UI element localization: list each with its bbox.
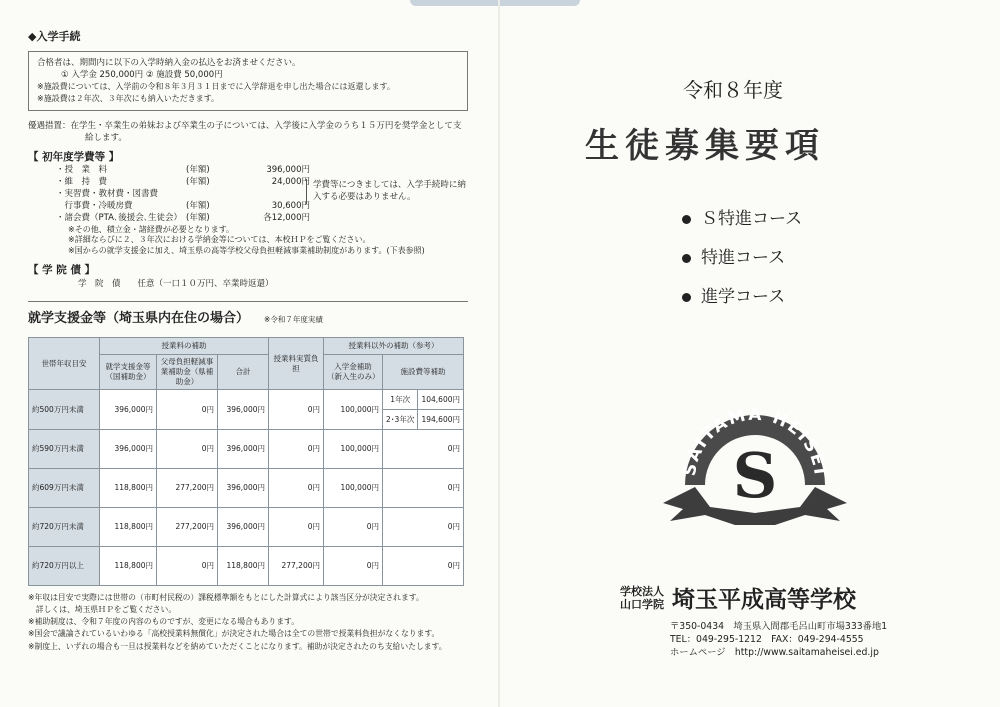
preference-line: 給します。	[85, 132, 127, 143]
table-row	[29, 430, 464, 469]
national-cell: 118,800円	[100, 469, 157, 508]
fee-amount: 各12,000円	[263, 212, 310, 223]
contact-info	[670, 620, 887, 659]
course-item	[682, 200, 802, 239]
facility-cell: 104,600円	[418, 390, 464, 410]
fee-name: ・授 業 料	[56, 164, 108, 175]
entrance-cell: 100,000円	[324, 390, 383, 430]
fee-row	[28, 165, 468, 177]
fee-name: ・諸会費（PTA､後援会､生徒会）	[56, 212, 182, 223]
left-page	[28, 30, 468, 653]
national-cell: 118,800円	[100, 547, 157, 586]
facility-cell: 194,600円	[418, 410, 464, 430]
actual-cell: 0円	[269, 390, 324, 430]
enrollment-note: ※施設費は２年次、３年次にも納入いただきます。	[37, 94, 220, 104]
bullet-icon	[682, 215, 691, 224]
course-label: 特進コース	[701, 248, 786, 268]
preference-note	[28, 121, 468, 145]
fee-period: (年額)	[186, 176, 210, 187]
enrollment-heading: ◆入学手続	[28, 30, 81, 43]
bullet-icon	[682, 293, 691, 302]
pref-cell: 277,200円	[157, 508, 218, 547]
enrollment-notice: 合格者は、期間内に以下の入学時納入金の払込をお済ませください。	[37, 57, 301, 68]
corporation-name	[614, 585, 664, 611]
header-facility: 施設費等補助	[383, 355, 464, 390]
preference-line: 優遇措置：在学生・卒業生の弟妹および卒業生の子については、入学後に入学金のうち１５万円を奨学金として支	[28, 120, 462, 131]
fee-row	[28, 213, 468, 225]
fee-period: (年額)	[186, 212, 210, 223]
first-year-heading: 【 初年度学費等 】	[28, 151, 120, 164]
top-decoration	[410, 0, 580, 6]
cover-title: 生徒募集要項	[585, 126, 825, 166]
actual-cell: 0円	[269, 508, 324, 547]
fee-period: (年額)	[186, 164, 210, 175]
total-cell: 396,000円	[218, 430, 269, 469]
header-actual: 授業料実質負担	[269, 338, 324, 390]
fee-note: ※国からの就学支援金に加え、埼玉県の高等学校父母負担軽減事業補助制度があります。(下表参照)	[68, 246, 425, 256]
facility-cell: 0円	[383, 469, 464, 508]
bond-heading: 【 学 院 債 】	[28, 264, 96, 276]
entrance-cell: 0円	[324, 547, 383, 586]
entrance-cell: 100,000円	[324, 430, 383, 469]
total-cell: 396,000円	[218, 390, 269, 430]
fee-side-note: 学費等につきましては、入学手続時に納入する必要はありません。	[306, 179, 473, 205]
income-cell: 約720万円未満	[29, 508, 100, 547]
total-cell: 118,800円	[218, 547, 269, 586]
actual-cell: 0円	[269, 469, 324, 508]
table-row	[29, 469, 464, 508]
enrollment-fee-box	[28, 51, 468, 111]
first-year-fees	[28, 165, 468, 225]
course-label: Ｓ特進コース	[701, 209, 803, 229]
pref-cell: 0円	[157, 547, 218, 586]
svg-text:SAITAMA HEISEI: SAITAMA HEISEI	[679, 404, 830, 478]
table-row	[29, 508, 464, 547]
support-subtitle: ※令和７年度実績	[264, 314, 323, 324]
facility-cell: 0円	[383, 547, 464, 586]
actual-cell: 277,200円	[269, 547, 324, 586]
header-other-aid: 授業料以外の補助（参考）	[324, 338, 464, 355]
corp-line: 山口学院	[620, 598, 664, 611]
year-cell: 1年次	[383, 390, 418, 410]
income-cell: 約609万円未満	[29, 469, 100, 508]
fee-amount: 24,000円	[271, 176, 310, 187]
support-table	[28, 337, 464, 586]
course-list	[682, 200, 802, 317]
fee-amount: 30,600円	[271, 200, 310, 211]
fee-name: ・実習費・教材費・図書費	[56, 188, 159, 199]
address: 〒350-0434 埼玉県入間郡毛呂山町市場333番地1	[670, 621, 888, 632]
header-prefectural: 父母負担軽減事業補助金（県補助金）	[157, 355, 218, 390]
corp-line: 学校法人	[620, 585, 664, 598]
header-entrance: 入学金補助（新入生のみ）	[324, 355, 383, 390]
pref-cell: 0円	[157, 430, 218, 469]
bond-text: 学 院 債 任意（一口１０万円、卒業時返還）	[78, 279, 274, 290]
fee-name: 行事費・冷暖房費	[56, 200, 133, 211]
pref-cell: 0円	[157, 390, 218, 430]
phone-fax: TEL：049-295-1212 FAX：049-294-4555	[670, 634, 864, 645]
fee-note: ※その他、積立金・諸経費が必要となります。	[68, 224, 235, 234]
support-footnotes	[28, 592, 468, 652]
footnote: ※国会で議論されているいわゆる「高校授業料無償化」が決定された場合は全ての世帯で授業料負担がなくなります。	[28, 629, 440, 639]
header-total: 合計	[218, 355, 269, 390]
course-label: 進学コース	[701, 287, 786, 307]
website-link[interactable]: ホームページ http://www.saitamaheisei.ed.jp	[670, 647, 879, 658]
table-row	[29, 547, 464, 586]
national-cell: 396,000円	[100, 430, 157, 469]
cover-year: 令和８年度	[683, 78, 783, 102]
fee-name: ・維 持 費	[56, 176, 108, 187]
pref-cell: 277,200円	[157, 469, 218, 508]
national-cell: 118,800円	[100, 508, 157, 547]
fee-period: (年額)	[186, 200, 210, 211]
fee-amount: 396,000円	[266, 164, 310, 175]
fee-note: ※詳細ならびに２、３年次における学納金等については、本校ＨＰをご覧ください。	[68, 235, 371, 245]
divider	[28, 301, 468, 302]
table-row	[29, 390, 464, 410]
income-cell: 約590万円未満	[29, 430, 100, 469]
header-tuition-aid: 授業料の補助	[100, 338, 269, 355]
footnote: ※補助制度は、令和７年度の内容のものですが、変更になる場合もあります。	[28, 617, 299, 627]
page-fold	[498, 0, 500, 707]
total-cell: 396,000円	[218, 508, 269, 547]
support-title: 就学支援金等（埼玉県内在住の場合）	[28, 310, 250, 326]
course-item	[682, 278, 802, 317]
year-cell: 2･3年次	[383, 410, 418, 430]
actual-cell: 0円	[269, 430, 324, 469]
entrance-cell: 0円	[324, 508, 383, 547]
footnote: ※年収は目安で実際には世帯の（市町村民税の）課税標準額をもとにした計算式により該当区分が決定されます。	[28, 593, 424, 603]
header-national: 就学支援金等（国補助金）	[100, 355, 157, 390]
enrollment-amounts: ① 入学金 250,000円 ② 施設費 50,000円	[61, 70, 223, 81]
course-item	[682, 239, 802, 278]
footnote: 詳しくは、埼玉県ＨＰをご覧ください。	[28, 605, 177, 615]
footnote: ※制度上、いずれの場合も一旦は授業料などを納めていただくことになります。補助が決定されたのち支給いたします。	[28, 641, 447, 651]
income-cell: 約500万円未満	[29, 390, 100, 430]
facility-cell: 0円	[383, 508, 464, 547]
entrance-cell: 100,000円	[324, 469, 383, 508]
national-cell: 396,000円	[100, 390, 157, 430]
total-cell: 396,000円	[218, 469, 269, 508]
svg-text:S: S	[732, 439, 778, 512]
school-name: 埼玉平成高等学校	[672, 587, 856, 613]
school-emblem-icon	[655, 385, 855, 535]
facility-cell: 0円	[383, 430, 464, 469]
header-income: 世帯年収目安	[29, 338, 100, 390]
enrollment-note: ※施設費については、入学前の令和８年３月３１日までに入学辞退を申し出た場合には返還します。	[37, 82, 395, 92]
income-cell: 約720万円以上	[29, 547, 100, 586]
bullet-icon	[682, 254, 691, 263]
